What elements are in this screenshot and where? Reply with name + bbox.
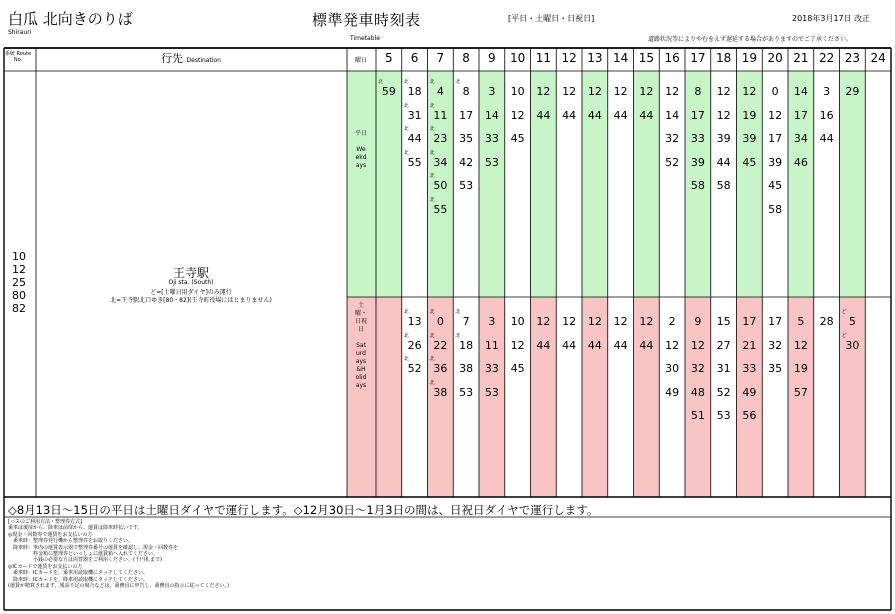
- weekday-mark: 北: [429, 102, 435, 109]
- weekday-minute: 12: [613, 85, 628, 98]
- holiday-minute: 38: [459, 362, 474, 375]
- hour-header: 19: [741, 51, 758, 65]
- hour-header: 17: [690, 51, 706, 65]
- weekday-mark: 北: [429, 173, 435, 179]
- hour-header: 13: [587, 51, 603, 65]
- weekday-minute: 45: [742, 155, 757, 169]
- weekday-minute: 44: [407, 132, 422, 145]
- weekday-minute: 52: [665, 155, 680, 169]
- holiday-mark: 北: [429, 309, 435, 315]
- hour-header: 20: [767, 51, 783, 65]
- hour-header: 8: [462, 51, 470, 65]
- holiday-minute: 17: [768, 315, 783, 328]
- holiday-hour-bg: [376, 297, 402, 497]
- delay-notice: 道路状況等によりやむをえず遅延する場合がありますのでご了承ください。: [648, 36, 853, 43]
- holiday-minute: 48: [690, 385, 705, 399]
- weekday-minute: 35: [459, 132, 474, 145]
- holiday-mark: 北: [455, 309, 461, 315]
- holiday-minute: 12: [613, 315, 628, 328]
- weekday-minute: 55: [433, 202, 448, 216]
- holiday-minute: 13: [407, 315, 422, 328]
- holiday-minute: 51: [690, 409, 705, 422]
- holiday-minute: 38: [433, 385, 448, 399]
- weekday-minute: 17: [768, 132, 783, 145]
- hour-header: 12: [561, 51, 577, 65]
- holiday-mark: 北: [403, 309, 409, 315]
- weekday-minute: 39: [768, 155, 783, 169]
- header: [0, 0, 895, 48]
- holiday-mark: ど: [841, 332, 847, 339]
- route-number: 10: [12, 250, 26, 263]
- weekday-hour-bg: [479, 71, 505, 297]
- weekday-minute: 53: [459, 179, 474, 192]
- weekday-minute: 17: [690, 108, 705, 122]
- holiday-minute: 44: [587, 338, 602, 352]
- day-types: [平日・土曜日・日祝日]: [508, 14, 595, 23]
- usage-notes: [8, 519, 229, 589]
- weekday-minute: 17: [459, 108, 474, 122]
- weekday-minute: 11: [433, 108, 448, 122]
- holiday-mark: 北: [429, 332, 435, 339]
- holiday-minute: 5: [848, 315, 856, 328]
- destination-name: 王寺駅: [172, 266, 209, 280]
- hour-header: 7: [436, 51, 445, 65]
- hour-header: 16: [664, 51, 680, 65]
- usage-note-line: 小銭の必要な方は両替器をご利用ください。(千円札まで): [8, 557, 162, 564]
- holiday-minute: 12: [510, 338, 525, 352]
- holiday-minute: 30: [665, 362, 680, 375]
- holiday-minute: 9: [694, 315, 702, 328]
- holiday-label: [355, 302, 367, 390]
- weekday-mark: 北: [429, 79, 435, 85]
- weekday-hour-bg: [840, 71, 866, 297]
- holiday-minute: 49: [665, 385, 680, 399]
- holiday-mark: 北: [429, 379, 435, 386]
- holiday-minute: 12: [793, 338, 808, 352]
- weekday-minute: 32: [665, 132, 680, 145]
- weekday-minute: 18: [407, 85, 422, 98]
- holiday-minute: 44: [562, 338, 577, 352]
- weekday-hour-bg: [788, 71, 814, 297]
- weekday-mark: 北: [403, 102, 409, 109]
- weekday-minute: 45: [768, 179, 783, 192]
- weekday-mark: 北: [403, 126, 409, 132]
- revision-date: 2018年3月17日 改正: [792, 14, 871, 23]
- destination-header-ja: 行先: [161, 52, 184, 65]
- holiday-minute: 18: [459, 338, 474, 352]
- hour-header: 10: [509, 51, 526, 65]
- weekday-minute: 58: [716, 179, 731, 192]
- destination-name-en: Oji sta. (South): [168, 279, 214, 286]
- hour-header: 24: [870, 51, 886, 65]
- page-title-en: Timetable: [350, 35, 380, 42]
- weekday-minute: 12: [716, 85, 731, 98]
- weekday-minute: 19: [742, 108, 757, 122]
- usage-note-line: ◎ICカードで運賃をお支払いの方: [8, 563, 83, 570]
- weekday-minute: 39: [690, 155, 705, 169]
- holiday-minute: 32: [690, 362, 705, 375]
- weekday-minute: 8: [694, 85, 702, 98]
- weekday-minute: 39: [742, 132, 757, 145]
- weekday-minute: 14: [484, 108, 499, 122]
- holiday-minute: 53: [484, 385, 499, 399]
- hour-header: 6: [410, 51, 419, 65]
- weekday-mark: 北: [403, 79, 409, 85]
- weekday-minute: 12: [639, 85, 654, 98]
- notes-main: ◇8月13日～15日の平日は土曜日ダイヤで運行します。◇12月30日～1月3日の間は、日祝日ダイヤで運行します。: [8, 503, 599, 517]
- weekday-minute: 45: [510, 132, 525, 145]
- usage-note-line: (運賃が精算されます。残高不足の場合などは、乗務員に申告し、乗務員の指示に従ってください。): [8, 583, 230, 590]
- holiday-minute: 15: [716, 315, 731, 328]
- route-number: 12: [12, 263, 26, 276]
- holiday-minute: 5: [797, 315, 805, 328]
- weekday-minute: 12: [536, 85, 551, 98]
- holiday-minute: 12: [690, 338, 705, 352]
- holiday-minute: 19: [793, 362, 808, 375]
- weekday-minute: 14: [665, 108, 680, 122]
- weekday-minute: 39: [716, 132, 731, 145]
- weekday-minute: 44: [613, 108, 628, 122]
- holiday-minute: 53: [459, 385, 474, 399]
- usage-note-line: 降車時：車内の運賃表示器で整理券番号の運賃を確認し、現金・回数券を: [8, 544, 179, 551]
- weekday-minute: 34: [793, 132, 808, 145]
- weekday-hour-bg: [531, 71, 557, 297]
- weekday-minute: 12: [562, 85, 577, 98]
- weekday-minute: 55: [407, 155, 422, 169]
- weekday-minute: 44: [562, 108, 577, 122]
- holiday-minute: 12: [536, 315, 551, 328]
- weekday-minute: 8: [462, 85, 470, 98]
- weekday-label-ja: 平日: [355, 130, 368, 137]
- day-header: 曜日: [354, 57, 367, 64]
- weekday-minute: 16: [819, 108, 834, 122]
- usage-note-line: ◎現金・回数券で運賃をお支払いの方: [8, 531, 93, 538]
- hour-header: 15: [638, 51, 655, 65]
- holiday-minute: 11: [484, 338, 499, 352]
- weekday-minute: 12: [716, 108, 731, 122]
- weekday-mark: 北: [455, 79, 461, 85]
- hour-header: 14: [612, 51, 629, 65]
- holiday-minute: 52: [716, 385, 731, 399]
- weekday-minute: 42: [459, 155, 474, 169]
- weekday-hour-bg: [582, 71, 608, 297]
- usage-note-line: 乗車時：ICカードを、乗車用読取機にタッチしてください。: [8, 570, 148, 577]
- weekday-minute: 12: [742, 85, 757, 98]
- holiday-minute: 52: [407, 362, 422, 375]
- hour-header: 5: [385, 51, 393, 65]
- holiday-minute: 36: [433, 362, 448, 375]
- holiday-mark: 北: [403, 332, 409, 339]
- hour-header: 9: [488, 51, 496, 65]
- weekday-hour-bg: [634, 71, 660, 297]
- hour-header: 21: [793, 51, 809, 65]
- holiday-label-ja: 土曜・日祝日: [355, 302, 368, 333]
- weekday-minute: 17: [793, 108, 808, 122]
- holiday-minute: 2: [668, 315, 676, 328]
- destination-note-saturday: ど=[土曜日用ダイヤ]のみ運行: [150, 289, 232, 296]
- hour-header: 11: [535, 51, 552, 65]
- holiday-minute: 12: [639, 315, 654, 328]
- holiday-minute: 33: [484, 362, 499, 375]
- holiday-minute: 56: [742, 409, 757, 422]
- holiday-minute: 26: [407, 338, 422, 352]
- route-number: 82: [12, 302, 26, 315]
- weekday-minute: 46: [793, 155, 808, 169]
- weekday-mark: 北: [403, 149, 409, 156]
- weekday-minute: 10: [510, 85, 525, 98]
- holiday-minute: 45: [510, 362, 525, 375]
- holiday-minute: 10: [510, 315, 525, 328]
- holiday-minute: 57: [793, 385, 808, 399]
- holiday-minute: 31: [716, 362, 731, 375]
- holiday-minute: 12: [665, 338, 680, 352]
- weekday-minute: 29: [845, 85, 860, 98]
- weekday-minute: 14: [793, 85, 808, 98]
- holiday-minute: 27: [716, 338, 731, 352]
- destination-header: [36, 50, 346, 66]
- holiday-mark: 北: [429, 356, 435, 362]
- weekday-mark: 北: [429, 126, 435, 132]
- usage-note-line: [バスのご利用方法・整理券方式]: [8, 519, 82, 525]
- weekday-minute: 3: [823, 85, 831, 98]
- weekday-minute: 44: [536, 108, 551, 122]
- weekday-minute: 33: [484, 132, 499, 145]
- weekday-minute: 53: [484, 155, 499, 169]
- weekday-minute: 0: [771, 85, 779, 98]
- holiday-minute: 53: [716, 409, 731, 422]
- weekday-minute: 44: [587, 108, 602, 122]
- destination-header-en: Destination: [186, 57, 221, 64]
- usage-note-line: 乗車時：整理券発行機から整理券をお取りください。: [8, 538, 134, 545]
- holiday-mark: ど: [841, 309, 847, 315]
- weekday-minute: 12: [510, 108, 525, 122]
- weekday-minute: 58: [768, 202, 783, 216]
- weekday-minute: 44: [819, 132, 834, 145]
- weekday-minute: 59: [381, 85, 396, 98]
- holiday-minute: 44: [536, 338, 551, 352]
- weekday-label-en: Weekdays: [355, 146, 367, 169]
- holiday-label-en: Saturdays&Holidays: [355, 342, 367, 389]
- weekday-mark: 北: [429, 196, 435, 203]
- hour-header: 22: [818, 51, 835, 65]
- weekday-minute: 3: [488, 85, 496, 98]
- holiday-mark: 北: [403, 356, 409, 362]
- holiday-minute: 12: [562, 315, 577, 328]
- usage-note-line: 降車時：ICカードを、降車用読取機にタッチしてください。: [8, 576, 148, 583]
- weekday-minute: 4: [436, 85, 444, 98]
- holiday-minute: 49: [742, 385, 757, 399]
- route-number: 25: [12, 276, 26, 289]
- weekday-minute: 44: [716, 155, 731, 169]
- usage-note-line: 料金箱に整理券といっしょに運賃箱へ入れてください。: [8, 551, 159, 558]
- holiday-minute: 44: [639, 338, 654, 352]
- weekday-minute: 12: [665, 85, 680, 98]
- weekday-minute: 33: [690, 132, 705, 145]
- weekday-minute: 50: [433, 179, 448, 192]
- weekday-mark: 北: [378, 79, 384, 85]
- weekday-minute: 44: [639, 108, 654, 122]
- hour-header: 18: [715, 51, 732, 65]
- holiday-minute: 33: [742, 362, 757, 375]
- holiday-minute: 28: [819, 315, 834, 328]
- holiday-minute: 22: [433, 338, 448, 352]
- hour-header: 23: [844, 51, 861, 65]
- holiday-minute: 30: [845, 338, 860, 352]
- holiday-minute: 32: [768, 338, 783, 352]
- weekday-hour-bg: [737, 71, 763, 297]
- holiday-minute: 21: [742, 338, 757, 352]
- stop-name: 白瓜 北向きのりば: [8, 10, 133, 28]
- weekday-hour-bg: [376, 71, 402, 297]
- holiday-minute: 3: [488, 315, 496, 328]
- holiday-minute: 44: [613, 338, 628, 352]
- holiday-minute: 17: [742, 315, 757, 328]
- page-title: 標準発車時刻表: [312, 11, 421, 29]
- route-number: 80: [12, 289, 26, 302]
- holiday-mark: 北: [455, 332, 461, 339]
- weekday-minute: 12: [768, 108, 783, 122]
- weekday-mark: 北: [429, 149, 435, 156]
- weekday-minute: 12: [587, 85, 602, 98]
- weekday-minute: 31: [407, 108, 422, 122]
- weekday-minute: 58: [690, 179, 705, 192]
- stop-name-roman: Shirauri: [8, 29, 32, 36]
- usage-note-line: 乗車は後扉から、降車は前扉から。運賃は降車時払いです。: [8, 525, 143, 532]
- holiday-minute: 0: [436, 315, 444, 328]
- route-numbers: [12, 250, 26, 315]
- weekday-minute: 34: [433, 155, 448, 169]
- holiday-minute: 35: [768, 362, 783, 375]
- destination-note-north: 北=王寺駅北口ゆき[80・82](王寺町役場にはとまりません): [110, 297, 272, 304]
- weekday-label: [355, 130, 367, 170]
- weekday-minute: 23: [433, 132, 448, 145]
- holiday-minute: 7: [462, 315, 470, 328]
- holiday-minute: 12: [587, 315, 602, 328]
- route-header: 系統 Route No.: [4, 51, 32, 63]
- weekday-label-bg: [347, 71, 376, 297]
